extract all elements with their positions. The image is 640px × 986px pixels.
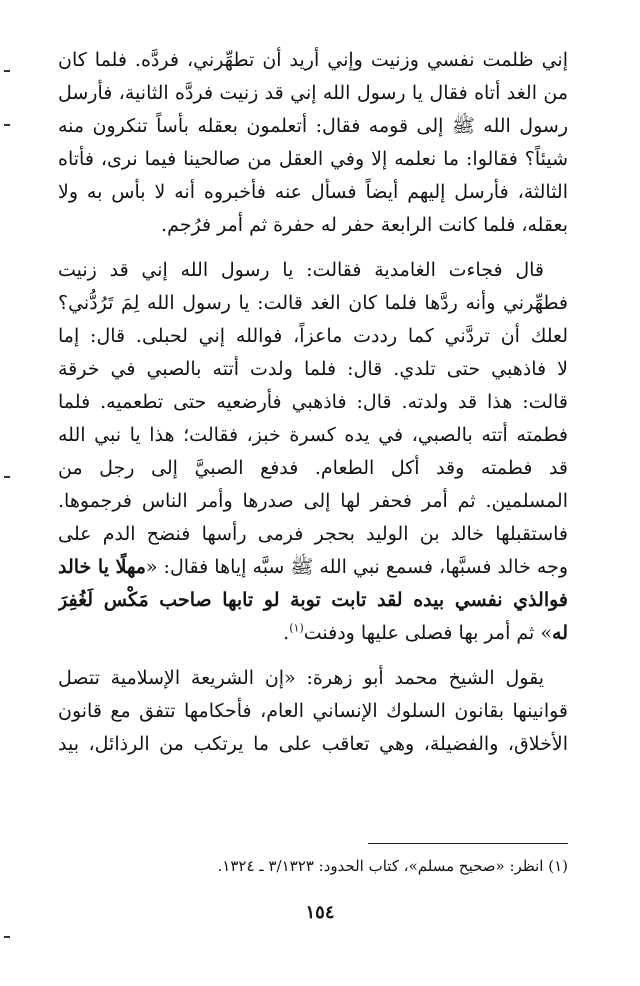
text-segment: . xyxy=(283,622,290,644)
paragraph-1 xyxy=(58,44,568,242)
footnote-divider xyxy=(368,843,568,844)
paragraph-2 xyxy=(58,254,568,650)
scan-mark xyxy=(4,936,10,938)
text-line: فطمته أتته بالصبي، في يده كسرة خبز، فقالت؛ هذا يا نبي الله xyxy=(58,424,568,446)
scan-mark xyxy=(4,476,10,478)
hadith-quote-bold-line: فوالذي نفسي بيده لقد تابت توبة لو تابها صاحب مَكْس لَغُفِرَ xyxy=(58,589,568,611)
text-line: يقول الشيخ محمد أبو زهرة: «إن الشريعة الإسلامية تتصل xyxy=(58,667,544,689)
text-line: شيئاً؟ فقالوا: ما نعلمه إلا وفي العقل من صالحينا فيما نرى، فأتاه xyxy=(58,148,568,170)
text-line: الثالثة، فأرسل إليهم أيضاً فسأل عنه فأخبروه أنه لا بأس به ولا xyxy=(58,181,568,203)
text-line: الأخلاق، والفضيلة، وهي تعاقب على ما يرتكب من الرذائل، بيد xyxy=(58,733,568,755)
text-line: لعلك أن تردَّني كما رددت ماعزاً، فوالله إني لحبلى. قال: إما xyxy=(58,325,568,347)
text-line: المسلمين. ثم أمر فحفر لها إلى صدرها وأمر الناس فرجموها. xyxy=(58,490,568,512)
text-line xyxy=(58,551,568,584)
page-number: ١٥٤ xyxy=(305,902,335,923)
text-line xyxy=(58,617,568,650)
page-body xyxy=(58,44,568,761)
scan-mark xyxy=(4,70,10,72)
text-segment: وجه خالد فسبَّها، فسمع نبي الله ﷺ سبَّه إياها فقال: « xyxy=(145,556,568,578)
text-line: لا فاذهبي حتى تلدي. قال: فلما ولدت أتته بالصبي في خرقة xyxy=(58,358,568,380)
text-line: فاستقبلها خالد بن الوليد بحجر فرمى رأسها فنضح الدم على xyxy=(58,523,568,545)
text-line: رسول الله ﷺ إلى قومه فقال: أتعلمون بعقله بأساً تنكرون منه xyxy=(58,115,568,137)
hadith-quote-bold: مهلًا يا خالد xyxy=(58,556,146,578)
text-line: قوانينها بقانون السلوك الإنساني العام، فأحكامها تتفق مع قانون xyxy=(58,700,568,722)
footnote-reference[interactable]: (١) xyxy=(289,621,304,635)
text-line: قال فجاءت الغامدية فقالت: يا رسول الله إني قد زنيت xyxy=(58,259,544,281)
scan-mark xyxy=(4,124,10,126)
hadith-quote-bold: له xyxy=(552,622,568,644)
text-line: قالت: هذا قد ولدته. قال: فاذهبي فأرضعيه حتى تطعميه. فلما xyxy=(58,391,568,413)
text-line: بعقله، فلما كانت الرابعة حفر له حفرة ثم أمر فرُجم. xyxy=(161,214,568,236)
text-line: فطهِّرني وأنه ردَّها فلما كان الغد قالت: يا رسول الله لِمَ تَرُدُّني؟ xyxy=(58,292,568,314)
text-line: قد فطمته وقد أكل الطعام. فدفع الصبيَّ إلى رجل من xyxy=(58,457,568,479)
text-line: من الغد أتاه فقال يا رسول الله إني قد زنيت فردَّه الثانية، فأرسل xyxy=(58,82,568,104)
text-line: إني ظلمت نفسي وزنيت وإني أريد أن تطهِّرني، فردَّه. فلما كان xyxy=(58,49,568,71)
text-segment: » ثم أمر بها فصلى عليها ودفنت xyxy=(303,622,553,644)
paragraph-3 xyxy=(58,662,568,761)
footnote: (١) انظر: «صحيح مسلم»، كتاب الحدود: ٣/١٣٢٣ ـ ١٣٢٤. xyxy=(217,857,568,875)
